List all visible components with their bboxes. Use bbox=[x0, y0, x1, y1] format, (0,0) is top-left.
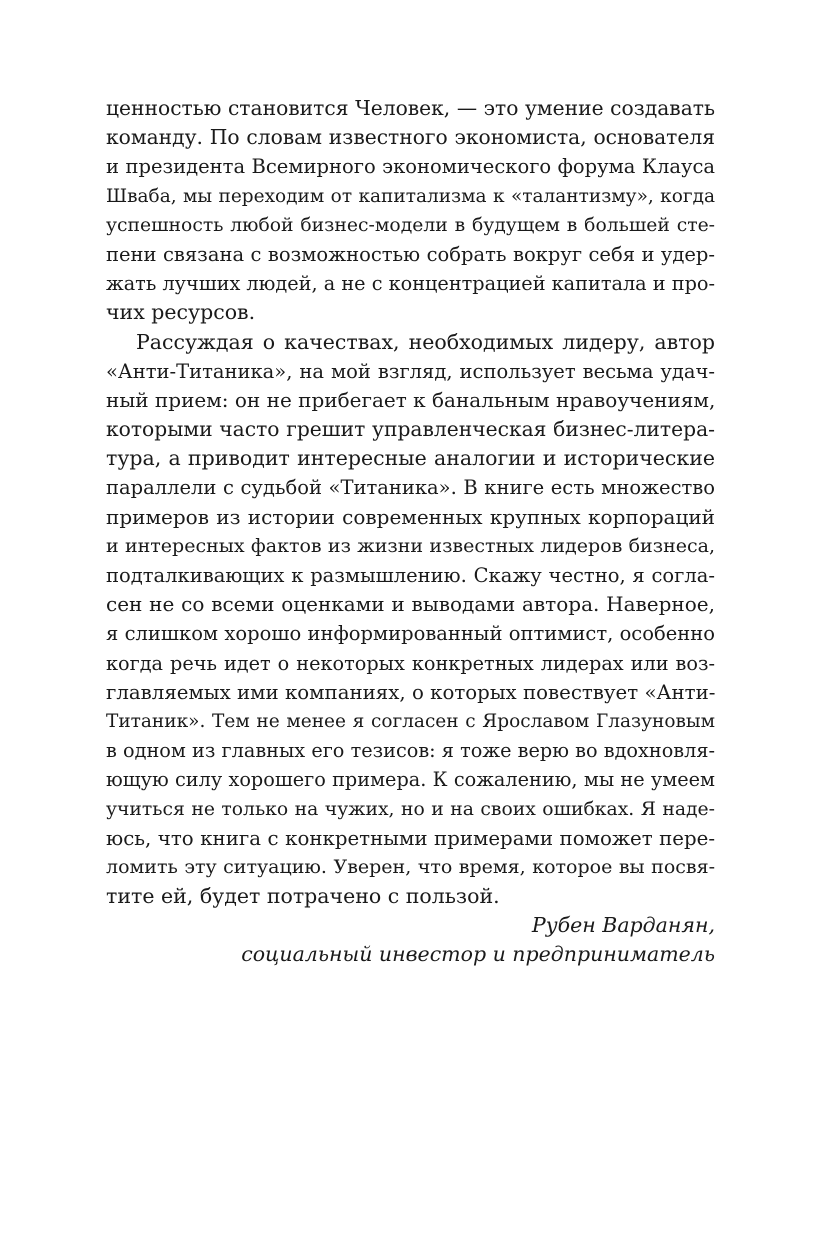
paragraph-2 bbox=[106, 328, 715, 912]
text-line: главляемых ими компаниях, о которых повествует «Анти- bbox=[106, 680, 716, 704]
paragraph-1 bbox=[106, 94, 715, 328]
text-line: подталкивающих к размышлению. Скажу честно, я согла- bbox=[106, 564, 715, 587]
text-line: тура, а приводит интересные аналогии и исторические bbox=[106, 446, 715, 471]
text-line: юсь, что книга с конкретными примерами поможет пере- bbox=[106, 826, 715, 850]
text-line: в одном из главных его тезисов: я тоже верю во вдохновля- bbox=[106, 739, 715, 763]
text-line: и президента Всемирного экономического форума Клауса bbox=[106, 155, 715, 179]
text-line: жать лучших людей, а не с концентрацией капитала и про- bbox=[106, 272, 715, 296]
text-line: я слишком хорошо информированный оптимист, особенно bbox=[106, 622, 715, 646]
text-line: когда речь идет о некоторых конкретных лидерах или воз- bbox=[106, 651, 715, 675]
text-line: Шваба, мы переходим от капитализма к «талантизму», когда bbox=[106, 185, 715, 207]
text-line: сен не со всеми оценками и выводами автора. Наверное, bbox=[106, 592, 715, 617]
text-line: ценностью становится Человек, — это умение создавать bbox=[106, 96, 715, 120]
text-line: ный прием: он не прибегает к банальным нравоучениям, bbox=[106, 387, 716, 412]
text-line: примеров из истории современных крупных корпораций bbox=[106, 504, 715, 529]
text-line: «Анти-Титаника», на мой взгляд, использует весьма удач- bbox=[106, 359, 715, 383]
text-line: ломить эту ситуацию. Уверен, что время, которое вы посвя- bbox=[106, 855, 715, 878]
text-line: и интересных фактов из жизни известных лидеров бизнеса, bbox=[106, 534, 715, 557]
text-line: учиться не только на чужих, но и на своих ошибках. Я наде- bbox=[106, 798, 715, 820]
text-line: пени связана с возможностью собрать вокруг себя и удер- bbox=[106, 242, 715, 266]
signature-title: социальный инвестор и предприниматель bbox=[241, 942, 715, 967]
signature-block bbox=[106, 911, 715, 969]
text-line: Рассуждая о качествах, необходимых лидеру, автор bbox=[136, 329, 715, 354]
text-line: которыми часто грешит управленческая бизнес-литера- bbox=[106, 417, 715, 442]
text-line: тите ей, будет потрачено с пользой. bbox=[106, 884, 500, 909]
text-line: параллели с судьбой «Титаника». В книге есть множество bbox=[106, 476, 715, 500]
text-line: Титаник». Тем не менее я согласен с Ярославом Глазуновым bbox=[106, 710, 715, 732]
page-body bbox=[106, 94, 715, 970]
text-line: команду. По словам известного экономиста, основателя bbox=[106, 125, 715, 150]
text-line: чих ресурсов. bbox=[106, 300, 256, 325]
text-line: успешность любой бизнес-модели в будущем в большей сте- bbox=[106, 214, 715, 236]
text-line: ющую силу хорошего примера. К сожалению, мы не умеем bbox=[106, 768, 715, 792]
signature-name: Рубен Варданян, bbox=[531, 913, 715, 938]
